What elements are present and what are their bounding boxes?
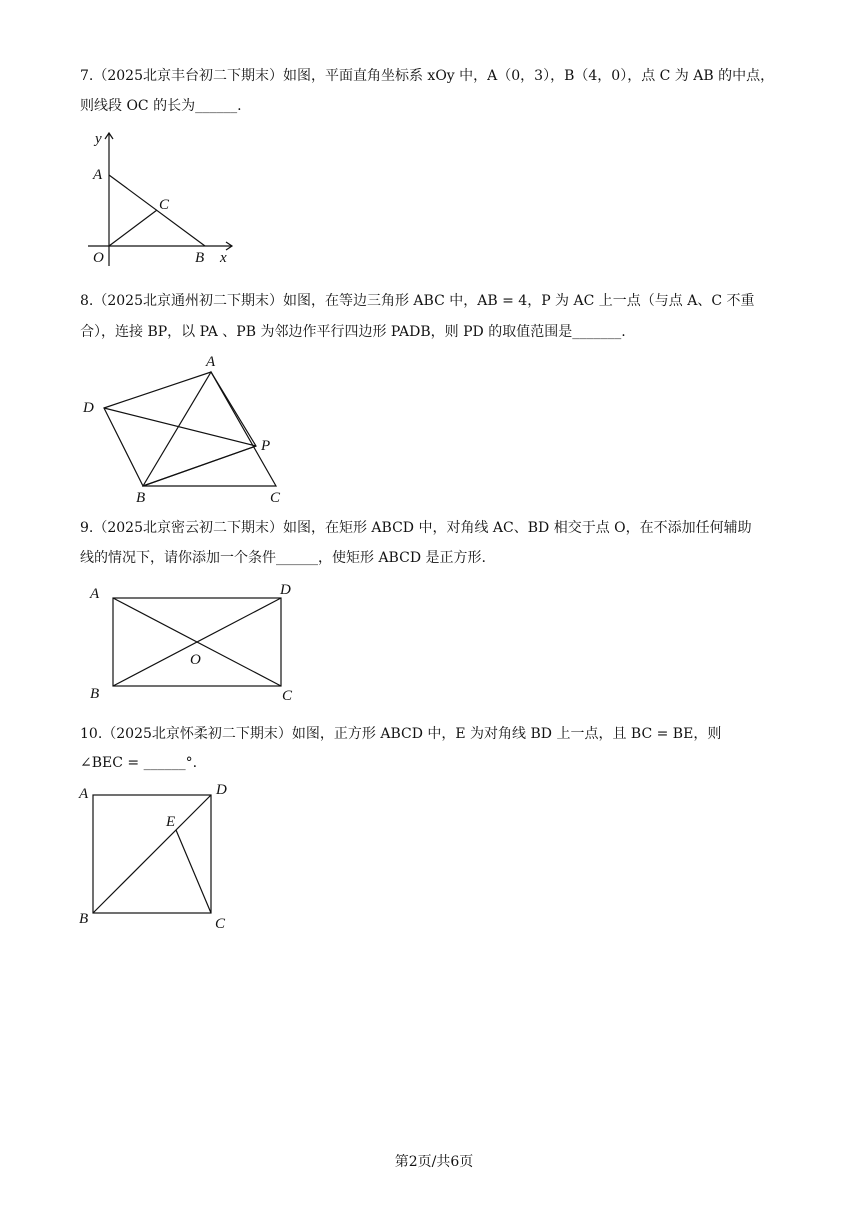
segment-bp: [143, 446, 256, 486]
page-number: 第2页/共6页: [394, 1154, 474, 1170]
label-b: B: [136, 490, 146, 506]
label-p: P: [261, 438, 271, 454]
q9-text-line2: 线的情况下，请你添加一个条件______，使矩形 ABCD 是正方形.: [80, 550, 486, 566]
q9-figure: [80, 578, 310, 708]
label-c: C: [215, 916, 226, 932]
label-d: D: [280, 582, 291, 598]
q10-text-line2: ∠BEC = ______°.: [80, 755, 198, 771]
label-y: y: [95, 131, 102, 147]
q10-text-line1: 10.（2025北京怀柔初二下期末）如图，正方形 ABCD 中，E 为对角线 BD 上一点，且 BC = BE，则: [80, 726, 722, 742]
q8-text-line2: 合），连接 BP，以 PA 、PB 为邻边作平行四边形 PADB，则 PD 的取值范围是_______.: [80, 324, 626, 340]
label-d: D: [216, 782, 227, 798]
label-b: B: [90, 686, 100, 702]
diagonal-bd: [93, 795, 211, 913]
segment-ec: [176, 830, 211, 913]
q7-figure: [80, 125, 250, 270]
parallelogram-padb: [104, 372, 256, 486]
triangle-abc: [143, 372, 276, 486]
label-a: A: [206, 354, 216, 370]
label-o: O: [93, 250, 104, 266]
label-x: x: [220, 250, 227, 266]
q7-text-line1: 7.（2025北京丰台初二下期末）如图，平面直角坐标系 xOy 中，A（0，3），B（4，0），点 C 为 AB 的中点，: [80, 68, 775, 84]
label-a: A: [90, 586, 100, 602]
q9-text-line1: 9.（2025北京密云初二下期末）如图，在矩形 ABCD 中，对角线 AC、BD 相交于点 O，在不添加任何辅助: [80, 520, 752, 536]
q8-figure: [80, 350, 300, 510]
label-a: A: [93, 167, 103, 183]
label-c: C: [282, 688, 293, 704]
label-o: O: [190, 652, 201, 668]
q8-text-line1: 8.（2025北京通州初二下期末）如图，在等边三角形 ABC 中，AB = 4，P 为 AC 上一点（与点 A、C 不重: [80, 293, 755, 309]
segment-oc: [109, 210, 157, 246]
label-c: C: [270, 490, 281, 506]
segment-dp: [104, 408, 256, 446]
label-a: A: [79, 786, 89, 802]
label-c: C: [159, 197, 170, 213]
q10-figure: [75, 778, 245, 933]
label-e: E: [166, 814, 176, 830]
q7-text-line2: 则线段 OC 的长为______.: [80, 98, 242, 114]
label-b: B: [195, 250, 205, 266]
label-b: B: [79, 911, 89, 927]
label-d: D: [83, 400, 94, 416]
